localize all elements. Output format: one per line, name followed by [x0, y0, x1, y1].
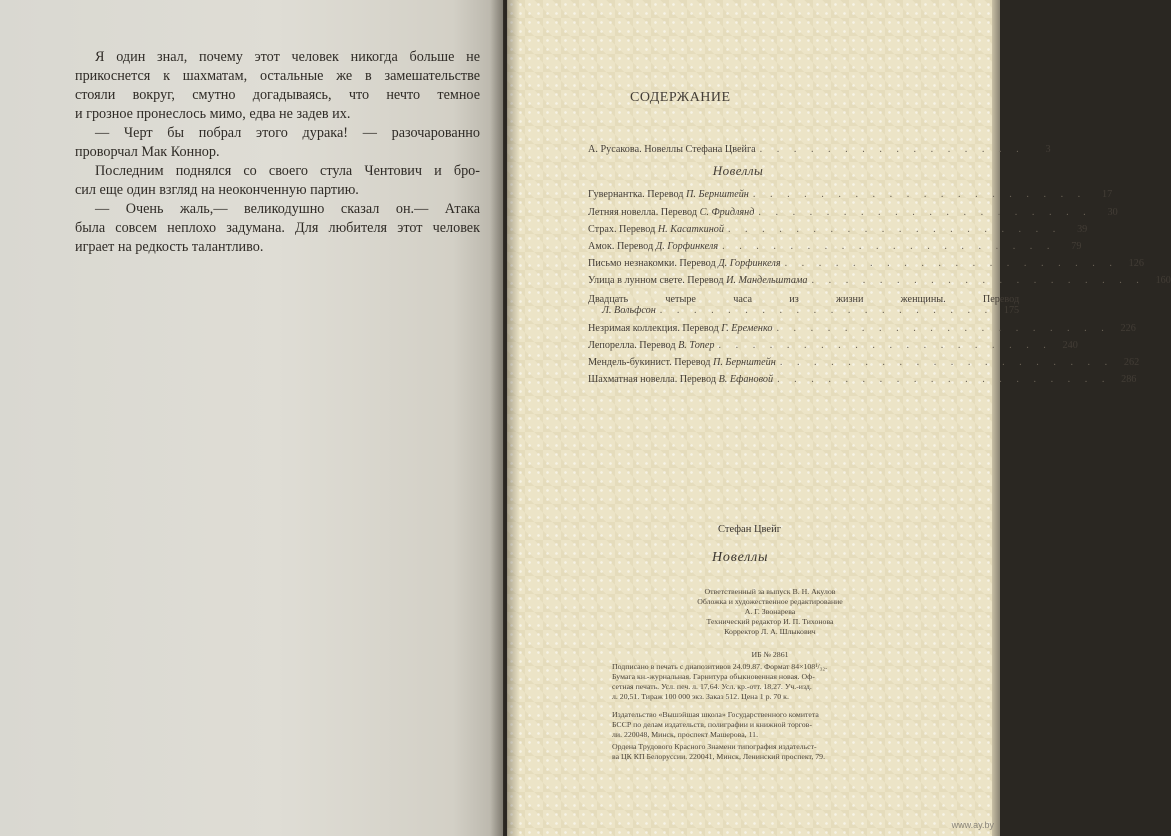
- toc-entry-translator: В. Топер: [678, 339, 715, 351]
- toc-leader: . . . . . . . . . . . . . . . . . . . .: [758, 206, 1092, 218]
- toc-entry-text: [588, 224, 724, 235]
- toc-leader: . . . . . . . . . . . . . . . . . . . .: [811, 275, 1145, 287]
- toc-entry-page: 17: [1102, 189, 1113, 201]
- toc-leader: . . . . . . . . . . . . . . . . . . . .: [777, 374, 1111, 386]
- toc-entry-page: 175: [1003, 305, 1020, 317]
- publisher-line: ли. 220048, Минск, проспект Машерова, 11.: [612, 730, 759, 739]
- toc-entry-page: 160: [1155, 275, 1171, 287]
- text-line: Я один знал, почему этот человек никогда больше не: [95, 49, 480, 65]
- toc-leader: . . . . . . . . . . . . . . . . . . . .: [784, 258, 1118, 270]
- toc-entry-title: Улица в лунном свете. Перевод: [588, 275, 727, 287]
- toc-entry-title: Страх. Перевод: [588, 223, 658, 235]
- toc-entry-translator: Д. Горфинкеля: [718, 258, 781, 270]
- print-info-line: сетная печать. Усл. печ. л. 17,64. Усл. кр.-отт. 18,27. Уч.-изд.: [612, 682, 812, 691]
- toc-entry-page: 286: [1121, 374, 1137, 386]
- toc-entry-translator: В. Ефановой: [718, 374, 774, 386]
- text-line: проворчал Мак Коннор.: [75, 144, 220, 160]
- colophon-printer: [612, 742, 825, 762]
- text-line: сил еще один взгляд на неоконченную партию.: [75, 182, 359, 198]
- toc-entry-title: Гувернантка. Перевод: [588, 189, 687, 201]
- toc-leader: . . . . . . . . . . . . . . . . . . . .: [718, 339, 1052, 351]
- credit-line: Технический редактор И. П. Тихонова: [706, 617, 834, 626]
- toc-entry-page: 126: [1128, 258, 1144, 270]
- printer-line: Ордена Трудового Красного Знамени типография издательст-: [612, 742, 817, 751]
- toc-leader: . . . . . . . . . . . . . . . . . . . .: [659, 305, 994, 317]
- credit-line: Ответственный за выпуск В. Н. Акулов: [704, 587, 836, 596]
- printer-line: ва ЦК КП Белоруссии. 220041, Минск, Ленинский проспект, 79.: [612, 752, 826, 761]
- toc-entry: [588, 269, 1171, 287]
- toc-entry-translator: Г. Еременко: [721, 322, 773, 334]
- toc-entry-second-line: [588, 305, 1019, 316]
- toc-entry-text: [588, 189, 749, 200]
- toc-entry-translator: С. Фридлянд: [699, 206, 755, 218]
- toc-entry-translator: П. Бернштейн: [686, 189, 749, 201]
- toc-entry: [588, 334, 1078, 351]
- credit-line: А. Г. Звонарева: [744, 607, 796, 616]
- text-line: и грозное пронеслось мимо, едва не задев их.: [75, 106, 351, 122]
- toc-entry-title: Мендель-букинист. Перевод: [588, 356, 713, 368]
- toc-entry-title: Шахматная новелла. Перевод: [588, 374, 719, 386]
- toc-entry: [588, 183, 1113, 201]
- text-line: — Очень жаль,— великодушно сказал он.— Атака: [95, 201, 480, 217]
- print-info-line: л. 20,51. Тираж 100 000 экз. Заказ 512. Цена 1 р. 70 к.: [612, 692, 789, 701]
- toc-entry-page: 30: [1107, 206, 1118, 218]
- paragraph: [75, 162, 480, 200]
- toc-entry-page: 39: [1077, 223, 1088, 235]
- toc-entry-title: Письмо незнакомки. Перевод: [588, 258, 719, 270]
- toc-section-heading: Новеллы: [712, 163, 764, 179]
- text-line: прикоснется к шахматам, остальные же в замешательстве: [75, 68, 480, 84]
- toc-entry-text: [588, 323, 772, 334]
- toc-leader: . . . . . . . . . . . . . . . . . . . .: [779, 356, 1114, 368]
- text-line: — Черт бы побрал этого дурака! — разочарованно: [95, 125, 480, 141]
- toc-intro-text: А. Русакова. Новеллы Стефана Цвейга: [588, 144, 756, 156]
- toc-leader: . . . . . . . . . . . . . . . . . . . .: [722, 240, 1056, 252]
- book-gutter: [490, 0, 520, 836]
- colophon-title: Новеллы: [712, 550, 769, 565]
- toc-entry-title: Летняя новелла. Перевод: [588, 206, 700, 218]
- toc-entry: [588, 252, 1144, 270]
- publisher-line: БССР по делам издательств, полиграфии и книжной торгов-: [612, 720, 812, 729]
- toc-entry-text: [588, 374, 773, 385]
- story-ending-text: [75, 48, 480, 257]
- toc-entry: [588, 218, 1088, 235]
- watermark: www.ay.by: [951, 820, 994, 830]
- credit-line: Обложка и художественное редактирование: [697, 597, 843, 606]
- toc-entry-translator: Н. Касаткиной: [657, 223, 724, 235]
- toc-entry: [588, 368, 1137, 386]
- toc-entry-text: [588, 241, 718, 252]
- toc-leader: . . . . . . . . . . . . . . . . . . . .: [752, 189, 1087, 201]
- credit-line: Корректор Л. А. Шлыкович: [724, 627, 816, 636]
- toc-leader: . . . . . . . . . . . . . . . .: [759, 144, 1025, 156]
- text-line: была совсем неплохо задумана. Для любителя этот человек: [75, 220, 480, 236]
- toc-entry-page: 262: [1123, 356, 1140, 368]
- print-info-line: Подписано в печать с диапозитивов 24.09.87. Формат 84×108¹/₃₂.: [612, 662, 828, 671]
- toc-intro-row: [588, 138, 1051, 156]
- page-edge: [992, 0, 1000, 836]
- toc-entry: [588, 316, 1136, 334]
- toc-intro-page: 3: [1045, 144, 1051, 156]
- toc-entry-translator: Л. Вольфсон: [602, 305, 656, 317]
- toc-entry-translator: И. Мандельштама: [726, 275, 808, 287]
- colophon-author: Стефан Цвейг: [718, 524, 782, 535]
- toc-items: [588, 183, 1171, 386]
- toc-leader: . . . . . . . . . . . . . . . . . . . .: [727, 223, 1062, 235]
- toc-title: СОДЕРЖАНИЕ: [630, 90, 731, 105]
- toc-entry: [588, 235, 1082, 252]
- left-page: [0, 0, 503, 836]
- toc-leader: . . . . . . . . . . . . . . . . . . . .: [776, 322, 1110, 334]
- text-line: Последним поднялся со своего стула Чентович и бро-: [95, 163, 480, 179]
- toc-entry: [588, 351, 1140, 368]
- toc-entry-text: [588, 294, 1019, 316]
- colophon-ib: ИБ № 2861: [751, 650, 789, 659]
- toc-entry-text: [588, 357, 776, 368]
- toc-entry-translator: П. Бернштейн: [712, 356, 776, 368]
- toc-entry-text: [588, 340, 715, 351]
- toc-entry: [588, 200, 1118, 218]
- colophon-credits: [620, 587, 920, 637]
- text-line: играет на редкость талантливо.: [75, 239, 264, 255]
- toc-entry-page: 240: [1062, 339, 1078, 351]
- toc-entry-text: [588, 275, 808, 286]
- toc-entry-title: Незримая коллекция. Перевод: [588, 322, 722, 334]
- toc-entry-title: Амок. Перевод: [588, 240, 656, 252]
- colophon-print-info: [612, 662, 827, 702]
- paragraph: [75, 200, 480, 257]
- toc-entry-title: Лепорелла. Перевод: [588, 339, 679, 351]
- paragraph: [75, 124, 480, 162]
- toc-entry: [588, 286, 1020, 317]
- publisher-line: Издательство «Вышэйшая школа» Государственного комитета: [612, 710, 819, 719]
- paragraph: [75, 48, 480, 124]
- table-of-contents: [588, 138, 1171, 386]
- colophon-publisher: [612, 710, 819, 740]
- toc-entry-page: 226: [1120, 322, 1136, 334]
- text-line: стояли вокруг, смутно догадываясь, что нечто темное: [75, 87, 480, 103]
- toc-entry-page: 79: [1071, 240, 1082, 252]
- toc-entry-title: Двадцать четыре часа из жизни женщины. Перевод: [588, 294, 1020, 306]
- print-info-line: Бумага кн.-журнальная. Гарнитура обыкновенная новая. Оф-: [612, 672, 815, 681]
- toc-entry-translator: Д. Горфинкеля: [655, 240, 719, 252]
- toc-entry-text: [588, 207, 754, 218]
- toc-entry-text: [588, 258, 781, 269]
